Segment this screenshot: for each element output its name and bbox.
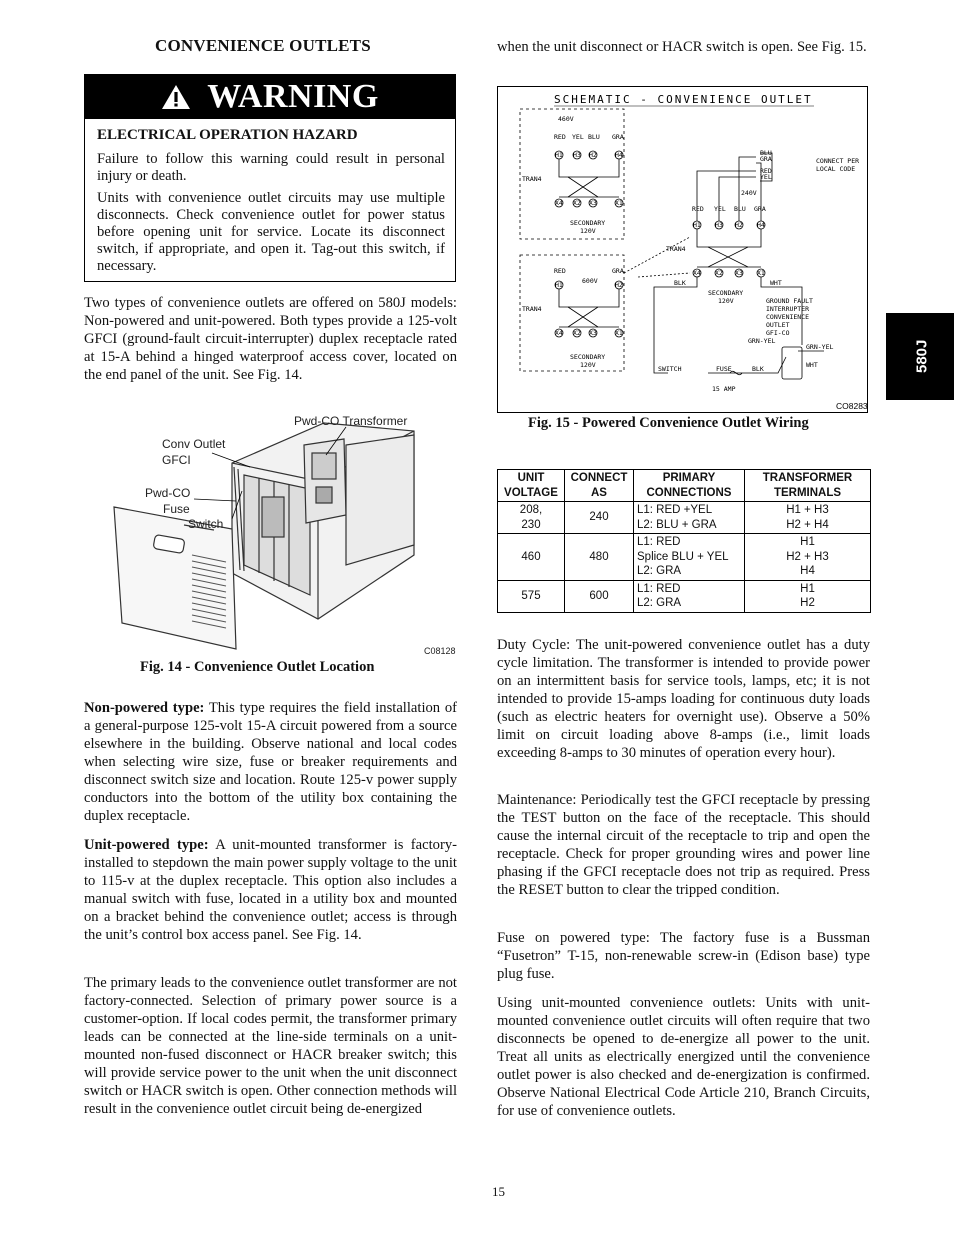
cell: H1 H2: [745, 580, 871, 612]
grn-yel-right: GRN-YEL: [806, 343, 834, 351]
maintenance-paragraph: Maintenance: Periodically test the GFCI receptacle by pressing the TEST button on the face of the receptacle. This should cause the internal circuit of the receptacle to trip and open the receptacle. Check for proper grounding wires and power line phasing if the GFCI receptacle does not trip as required. Press the RESET button to clear the tripped condition.: [497, 792, 870, 898]
cell: H1 H2 + H3 H4: [745, 534, 871, 581]
convenience-outlet-location-illustration: [84, 405, 458, 655]
label-gfci: GFCI: [162, 453, 191, 467]
cell: 460: [498, 534, 565, 581]
t1-red: RED: [554, 133, 566, 141]
amp-label: 15 AMP: [712, 385, 736, 393]
t1-x4: X4: [555, 199, 563, 207]
warning-para-1: Failure to follow this warning could result in personal injury or death.: [97, 151, 445, 184]
label-conv-outlet: Conv Outlet: [162, 437, 226, 451]
warning-header: [85, 75, 455, 119]
header-primary-text: PRIMARY CONNECTIONS: [646, 472, 732, 499]
gfi-line2: INTERRUPTER: [766, 305, 810, 313]
t3-red: RED: [692, 205, 704, 213]
fig15-schematic-frame: [497, 86, 868, 413]
cell: 600: [565, 580, 634, 612]
wht-label: WHT: [770, 279, 782, 287]
table-row: [498, 502, 871, 534]
t1-yel: YEL: [572, 133, 584, 141]
table-row: [498, 534, 871, 581]
header-connect: CONNECT AS: [570, 472, 628, 499]
t2-tran4: TRAN4: [522, 305, 542, 313]
warning-word: WARNING: [207, 78, 379, 115]
gfi-line3: CONVENIENCE: [766, 313, 810, 321]
duty-cycle-paragraph: Duty Cycle: The unit-powered convenience outlet has a duty cycle limitation. The transformer is intended to provide power on an intermittent basis for service tools, lamps, etc; it is not intended to provide 15-amps loading for continuous duty loads (such as electric heaters for overnight use). Observe a 50% limit on circuit loading above 8-amps (i.e., limit loads exceeding 8-amps to 30 minutes of operation every hour).: [497, 637, 870, 761]
header-primary: [634, 470, 745, 502]
t1-blu: BLU: [588, 133, 600, 141]
unitpowered-text: A unit-mounted transformer is factory-installed to stepdown the main power supply voltage to the unit to 115-v at the duplex receptacle. This option also includes a manual switch with fuse, located in a utility box and mounted on a bracket behind the convenience outlet; access is through the unit’s control box access panel. See Fig. 14.: [84, 837, 457, 943]
t1-h1: H1: [555, 151, 563, 159]
header-connect-as: [565, 470, 634, 502]
voltage-table: [497, 469, 871, 613]
cell: L1: RED +YEL L2: BLU + GRA: [634, 502, 745, 534]
t3-x3: X3: [735, 269, 743, 277]
fig15-code: CO8283: [836, 401, 867, 411]
header-terminals: [745, 470, 871, 502]
convenience-outlet-wiring-schematic: [498, 87, 867, 412]
t3-h4: H4: [757, 221, 765, 229]
t3-h3: H3: [715, 221, 723, 229]
table-header-row: [498, 470, 871, 502]
connect-per: CONNECT PER: [816, 157, 860, 165]
cell: L1: RED Splice BLU + YEL L2: GRA: [634, 534, 745, 581]
t1-h4: H4: [615, 151, 623, 159]
primary-leads-paragraph: The primary leads to the convenience outlet transformer are not factory-connected. Selection of primary power source is a customer-option. If local codes permit, the transformer primary leads can be connected at the line-side terminals on a unit-mounted non-fused disconnect or HACR breaker switch; this will provide service power to the unit when the unit disconnect switch or HACR switch is open. Other connection methods will result in the convenience outlet circuit being de-energized: [84, 975, 457, 1117]
warning-para-2: Units with convenience outlet circuits may use multiple disconnects. Check convenience outlet for power status before opening unit for service. Locate its disconnect switch, if appropriate, and open it. Tag-out this switch, if necessary.: [97, 190, 445, 274]
t3-x4: X4: [693, 269, 701, 277]
r-yel: YEL: [760, 173, 772, 181]
switch-label: SWITCH: [658, 365, 682, 373]
fig14-code: C08128: [424, 646, 456, 656]
unitpowered-heading: Unit-powered type:: [84, 837, 209, 853]
nonpowered-text: This type requires the field installation of a general-purpose 125-volt 15-A circuit powered from a source elsewhere in the building. Observe national and local codes when selecting wire size, fuse or breaker requirements and disconnect switch size and location. Route 125-v power supply conductors into the bottom of the utility box containing the duplex receptacle.: [84, 700, 457, 824]
cell: H1 + H3 H2 + H4: [745, 502, 871, 534]
v460-label: 460V: [558, 115, 574, 123]
fuse-label: FUSE: [716, 365, 732, 373]
v600-label: 600V: [582, 277, 598, 285]
blk-label: BLK: [674, 279, 686, 287]
t3-x1: X1: [757, 269, 765, 277]
side-tab-label: 580J: [913, 339, 931, 373]
intro-paragraph: Two types of convenience outlets are offered on 580J models: Non-powered and unit-powered. Both types provide a 125-volt GFCI (ground-fault circuit-interrupter) duplex receptacle rated at 15-A behind a hinged waterproof access cover, located on the end panel of the unit. See Fig. 14.: [84, 295, 457, 383]
t3-x2: X2: [715, 269, 723, 277]
t2-x3: X3: [589, 329, 597, 337]
t2-h2: H2: [615, 281, 623, 289]
page-number: 15: [492, 1184, 505, 1199]
nonpowered-heading: Non-powered type:: [84, 700, 205, 716]
t1-tran4: TRAN4: [522, 175, 542, 183]
r-blu: BLU: [760, 149, 772, 157]
v240-label: 240V: [741, 189, 757, 197]
t1-x1: X1: [615, 199, 623, 207]
label-fuse: Fuse: [163, 502, 190, 516]
header-unit: UNIT VOLTAGE: [504, 472, 558, 499]
table-row: [498, 580, 871, 612]
t3-secondary: SECONDARY: [708, 289, 744, 297]
t1-x3: X3: [589, 199, 597, 207]
blk-right: BLK: [752, 365, 764, 373]
right-top-paragraph: when the unit disconnect or HACR switch is open. See Fig. 15.: [497, 39, 867, 55]
t1-gra: GRA: [612, 133, 624, 141]
cell: 240: [565, 502, 634, 534]
cell: 208, 230: [498, 502, 565, 534]
t1-secondary: SECONDARY: [570, 219, 606, 227]
cell: L1: RED L2: GRA: [634, 580, 745, 612]
gfi-line4: OUTLET: [766, 321, 790, 329]
t2-secondary: SECONDARY: [570, 353, 606, 361]
fig14-caption: Fig. 14 - Convenience Outlet Location: [140, 659, 375, 675]
t3-gra: GRA: [754, 205, 766, 213]
t1-h2: H2: [589, 151, 597, 159]
t2-x1: X1: [615, 329, 623, 337]
t2-120v: 120V: [580, 361, 596, 369]
t2-x2: X2: [573, 329, 581, 337]
label-pwd-co: Pwd-CO: [145, 486, 191, 500]
t3-h2: H2: [735, 221, 743, 229]
fig14-figure: [84, 405, 458, 655]
t2-x4: X4: [555, 329, 563, 337]
grn-yel-left: GRN-YEL: [748, 337, 776, 345]
label-pwd-co-transformer: Pwd-CO Transformer: [294, 414, 408, 428]
using-outlets-paragraph: Using unit-mounted convenience outlets: Units with unit-mounted convenience outlet circuits will often require that two disconnects be opened to de-energize all power to the unit. Treat all units as electrically energized until the convenience outlet power is also checked and de-energization is confirmed. Observe National Electrical Code Article 210, Branch Circuits, for use of convenience outlets.: [497, 995, 870, 1119]
warning-box: [84, 74, 456, 282]
gfi-line5: GFI-CO: [766, 329, 790, 337]
section-title: CONVENIENCE OUTLETS: [155, 36, 371, 55]
t2-red: RED: [554, 267, 566, 275]
r-red: RED: [760, 167, 772, 175]
cell: 575: [498, 580, 565, 612]
header-terminals-text: TRANSFORMER TERMINALS: [762, 472, 853, 499]
schematic-title: SCHEMATIC - CONVENIENCE OUTLET: [554, 93, 813, 106]
header-unit-voltage: [498, 470, 565, 502]
nonpowered-paragraph: [84, 699, 457, 825]
unitpowered-paragraph: [84, 836, 457, 944]
r-gra: GRA: [760, 155, 772, 163]
gfi-line1: GROUND FAULT: [766, 297, 813, 305]
t1-h3: H3: [573, 151, 581, 159]
t3-120v: 120V: [718, 297, 734, 305]
label-switch: Switch: [188, 517, 224, 531]
fig15-caption: Fig. 15 - Powered Convenience Outlet Wiring: [528, 415, 809, 431]
wht-right: WHT: [806, 361, 818, 369]
t3-h1: H1: [693, 221, 701, 229]
hazard-title: ELECTRICAL OPERATION HAZARD: [97, 127, 358, 143]
fuse-paragraph: Fuse on powered type: The factory fuse is a Bussman “Fusetron” T-15, non-renewable screw-in (Edison base) type plug fuse.: [497, 930, 870, 982]
t3-tran4: TRAN4: [666, 245, 686, 253]
side-tab: [886, 313, 954, 400]
cell: 480: [565, 534, 634, 581]
t2-h1: H1: [555, 281, 563, 289]
t2-gra: GRA: [612, 267, 624, 275]
t3-yel: YEL: [714, 205, 726, 213]
local-code: LOCAL CODE: [816, 165, 856, 173]
t3-blu: BLU: [734, 205, 746, 213]
warning-triangle-icon: [161, 84, 191, 110]
t1-120v: 120V: [580, 227, 596, 235]
t1-x2: X2: [573, 199, 581, 207]
